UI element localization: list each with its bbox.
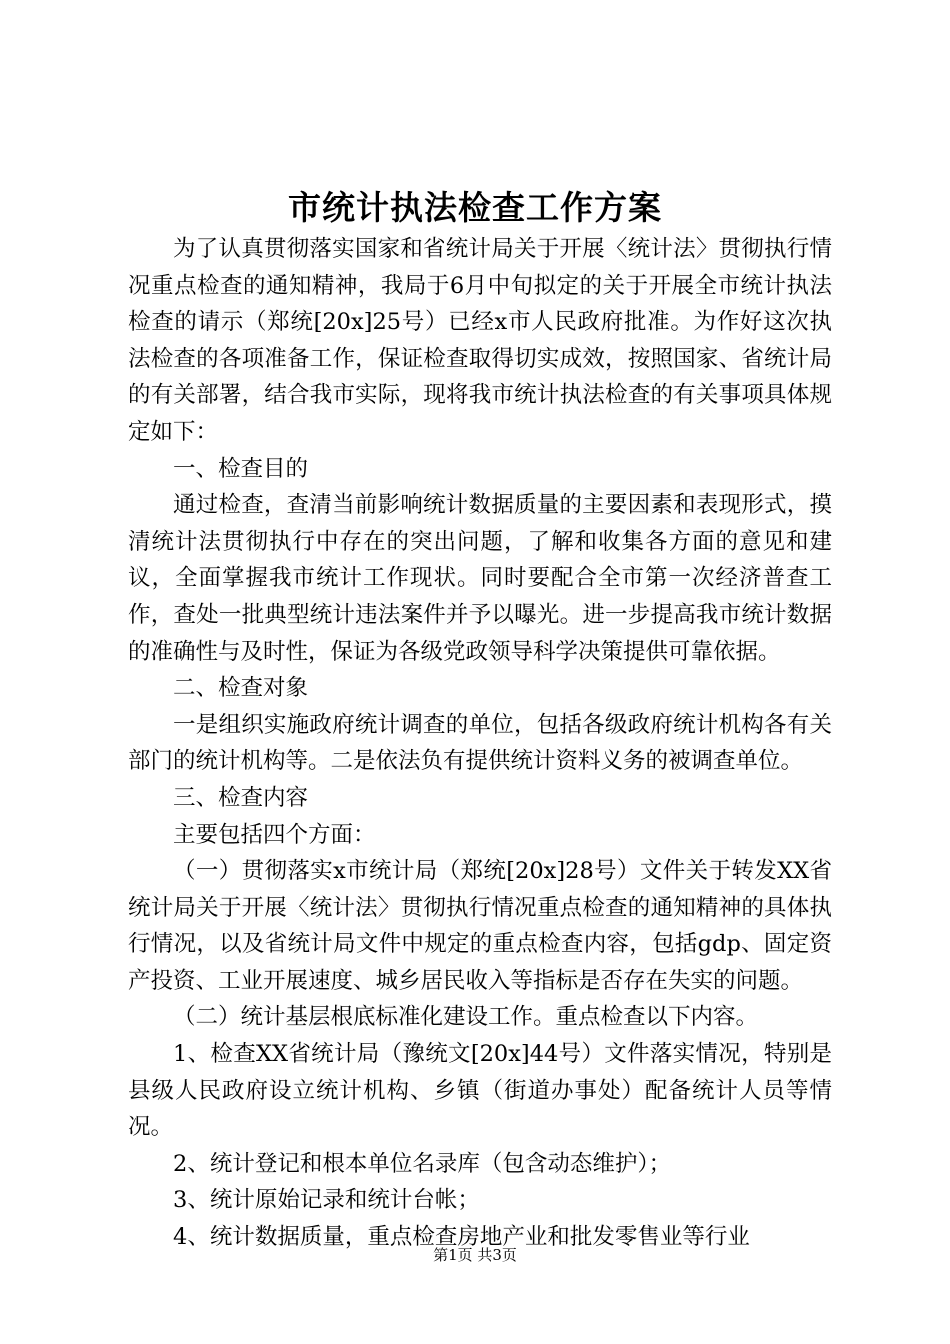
paragraph-subitem-3: 3、统计原始记录和统计台帐； bbox=[173, 1187, 480, 1214]
page-number-footer: 第1页 共3页 bbox=[433, 1246, 517, 1264]
paragraph-intro: 为了认真贯彻落实国家和省统计局关于开展〈统计法〉贯彻执行情况重点检查的通知精神，我局于6月中旬拟定的关于开展全市统计执法检查的请示（郑统[20x]25号）已经x市人民政府批准。为作好这次执法检查的各项准备工作，保证检查取得切实成效，按照国家、省统计局的有关部署，结合我市实际，现将我市统计执法检查的有关事项具体规定如下： bbox=[128, 236, 832, 445]
paragraph-subitem-2: 2、统计登记和根本单位名录库（包含动态维护）； bbox=[173, 1150, 672, 1177]
section-heading-targets: 二、检查对象 bbox=[173, 675, 309, 702]
paragraph-content-intro: 主要包括四个方面： bbox=[173, 821, 376, 848]
document-body bbox=[128, 231, 832, 1256]
paragraph-targets: 一是组织实施政府统计调查的单位，包括各级政府统计机构各有关部门的统计机构等。二是依法负有提供统计资料义务的被调查单位。 bbox=[128, 711, 832, 775]
section-heading-content: 三、检查内容 bbox=[173, 784, 309, 811]
section-heading-purpose: 一、检查目的 bbox=[173, 455, 309, 482]
paragraph-subitem-4: 4、统计数据质量，重点检查房地产业和批发零售业等行业 bbox=[173, 1224, 750, 1251]
document-title: 市统计执法检查工作方案 bbox=[288, 188, 662, 227]
paragraph-purpose: 通过检查，查清当前影响统计数据质量的主要因素和表现形式，摸清统计法贯彻执行中存在的突出问题，了解和收集各方面的意见和建议，全面掌握我市统计工作现状。同时要配合全市第一次经济普查工作，查处一批典型统计违法案件并予以曝光。进一步提高我市统计数据的准确性与及时性，保证为各级党政领导科学决策提供可靠依据。 bbox=[128, 492, 832, 665]
paragraph-subitem-1: 1、检查XX省统计局（豫统文[20x]44号）文件落实情况，特别是县级人民政府设立统计机构、乡镇（街道办事处）配备统计人员等情况。 bbox=[128, 1041, 832, 1141]
paragraph-content-item-1: （一）贯彻落实x市统计局（郑统[20x]28号）文件关于转发XX省统计局关于开展〈统计法〉贯彻执行情况重点检查的通知精神的具体执行情况，以及省统计局文件中规定的重点检查内容，包括gdp、固定资产投资、工业开展速度、城乡居民收入等指标是否存在失实的问题。 bbox=[128, 858, 832, 994]
paragraph-content-item-2: （二）统计基层根底标准化建设工作。重点检查以下内容。 bbox=[173, 1004, 759, 1031]
